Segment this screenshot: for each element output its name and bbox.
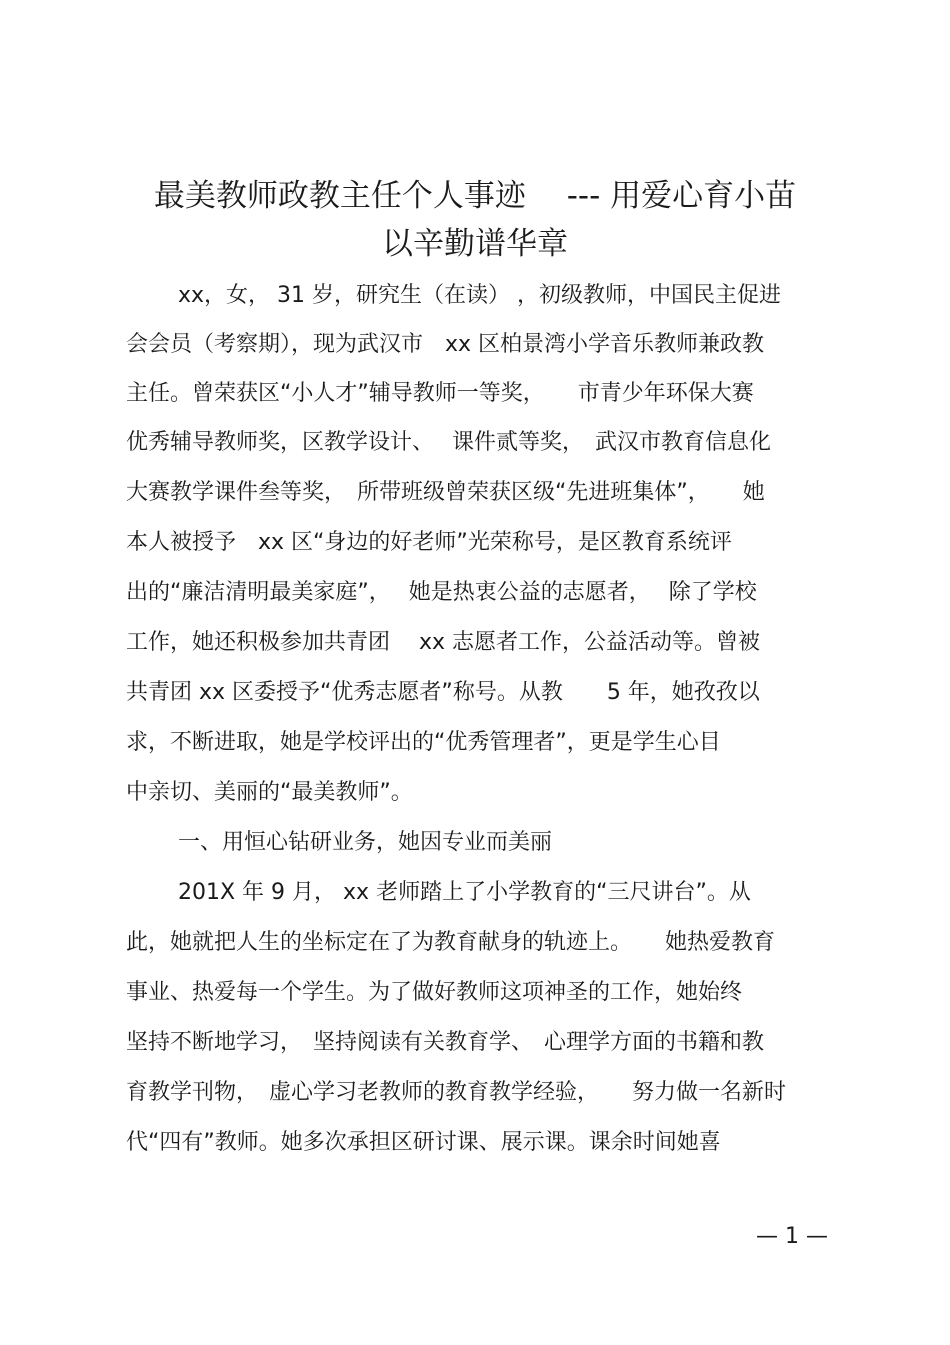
body-line: 事业、热爱每一个学生。为了做好教师这项神圣的工作，她始终 bbox=[126, 980, 743, 1005]
body-line: xx，女， 31 岁，研究生（在读） ，初级教师，中国民主促进 bbox=[178, 283, 782, 308]
body-line: 共青团 xx 区委授予“优秀志愿者”称号。从教 5 年，她孜孜以 bbox=[126, 680, 760, 705]
body-line: 育教学刊物， 虚心学习老教师的教育教学经验， 努力做一名新时 bbox=[126, 1080, 787, 1105]
body-line: 求，不断进取，她是学校评出的“优秀管理者”，更是学生心目 bbox=[126, 730, 721, 755]
document-title-line-2: 以辛勤谱华章 bbox=[382, 226, 568, 262]
body-line: 坚持不断地学习， 坚持阅读有关教育学、 心理学方面的书籍和教 bbox=[126, 1030, 765, 1055]
body-line: 工作，她还积极参加共青团 xx 志愿者工作，公益活动等。曾被 bbox=[126, 630, 761, 655]
body-line: 代“四有”教师。她多次承担区研讨课、展示课。课余时间她喜 bbox=[126, 1130, 721, 1155]
section-heading: 一、用恒心钻研业务，她因专业而美丽 bbox=[178, 830, 553, 855]
body-line: 会会员（考察期），现为武汉市 xx 区柏景湾小学音乐教师兼政教 bbox=[126, 332, 765, 357]
body-line: 本人被授予 xx 区“身边的好老师”光荣称号，是区教育系统评 bbox=[126, 530, 732, 555]
body-line: 主任。曾荣获区“小人才”辅导教师一等奖， 市青少年环保大赛 bbox=[126, 381, 754, 406]
body-line: 201X 年 9 月， xx 老师踏上了小学教育的“三尺讲台”。从 bbox=[178, 880, 751, 905]
body-line: 优秀辅导教师奖，区教学设计、 课件贰等奖， 武汉市教育信息化 bbox=[126, 430, 771, 455]
document-title-line-1: 最美教师政教主任个人事迹 --- 用爱心育小苗 bbox=[153, 178, 797, 214]
page-number: — 1 — bbox=[756, 1224, 828, 1249]
body-line: 出的“廉洁清明最美家庭”， 她是热衷公益的志愿者， 除了学校 bbox=[126, 580, 757, 605]
body-line: 大赛教学课件叁等奖， 所带班级曾荣获区级“先进班集体”， 她 bbox=[126, 480, 765, 505]
body-line: 中亲切、美丽的“最美教师”。 bbox=[126, 780, 413, 805]
body-line: 此，她就把人生的坐标定在了为教育献身的轨迹上。 她热爱教育 bbox=[126, 930, 776, 955]
